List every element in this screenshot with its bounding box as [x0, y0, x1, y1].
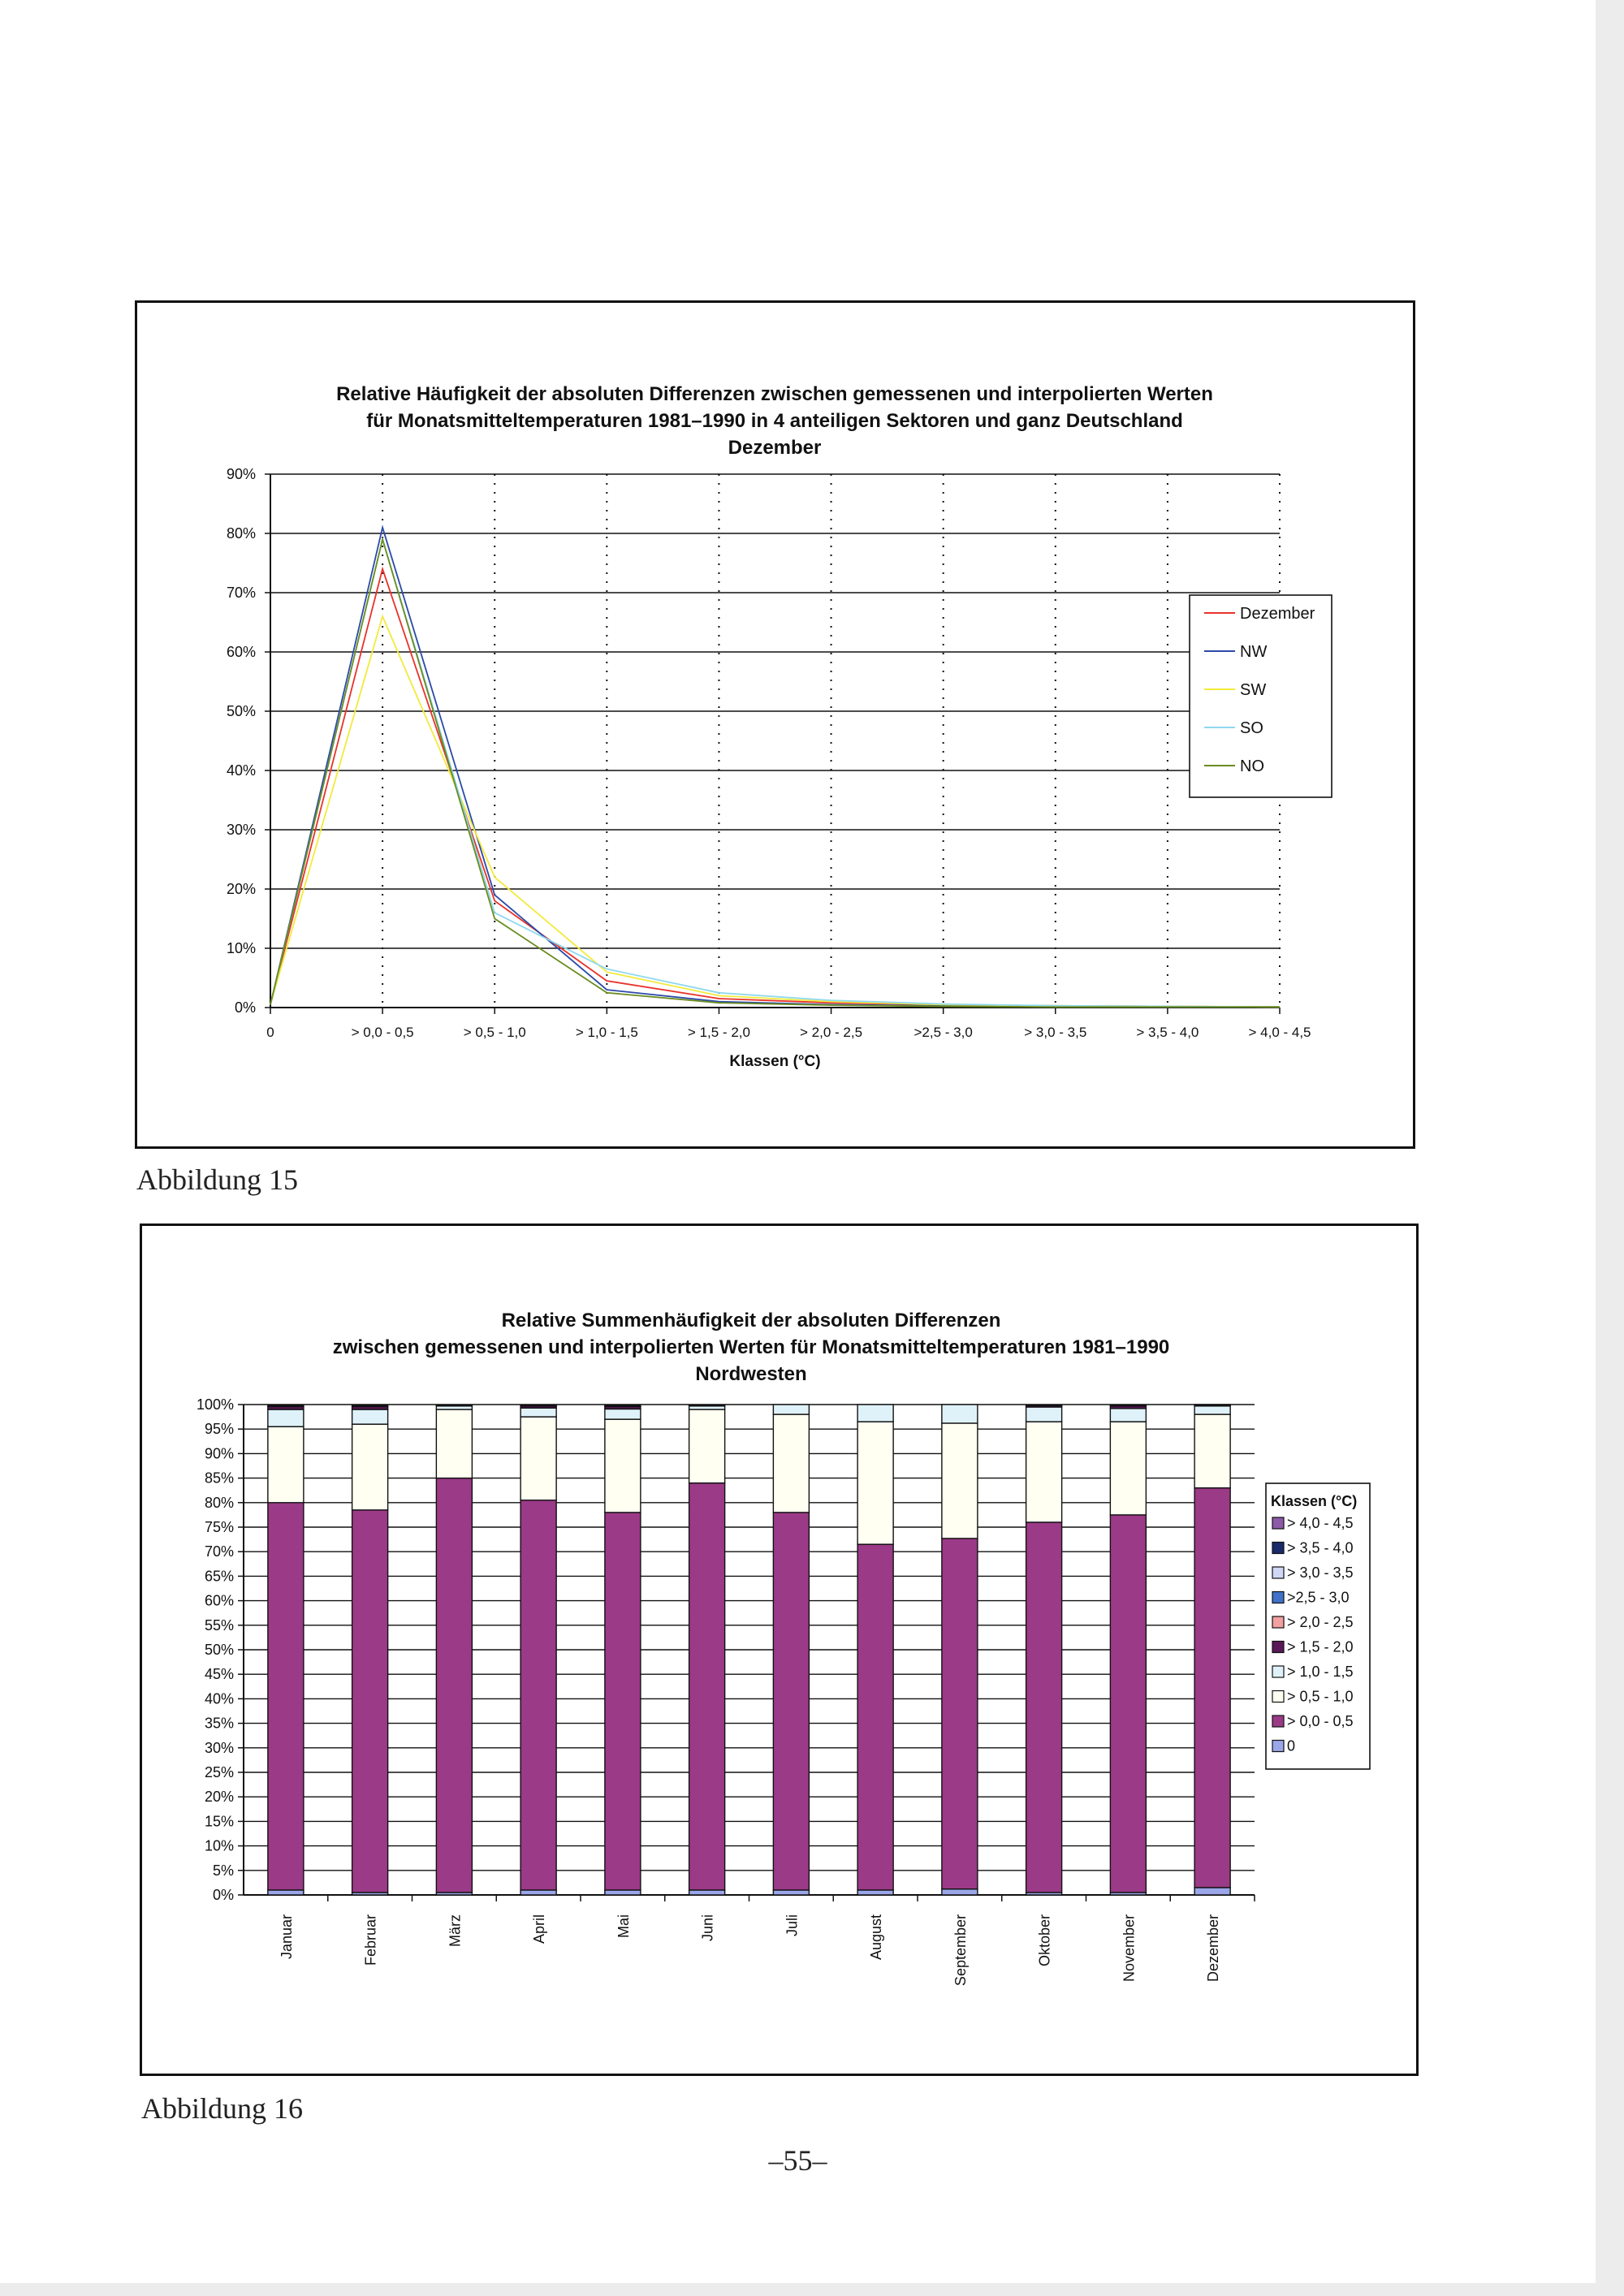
y-tick-label: 15%	[204, 1813, 234, 1830]
legend-label: > 1,0 - 1,5	[1287, 1664, 1354, 1680]
bar-segment	[605, 1409, 641, 1419]
legend-swatch	[1272, 1567, 1284, 1578]
figure-15-frame	[135, 300, 1415, 1149]
x-tick-label: >2,5 - 3,0	[914, 1025, 973, 1040]
y-tick-label: 25%	[204, 1764, 234, 1780]
y-tick-label: 45%	[204, 1666, 234, 1683]
bar-segment	[942, 1539, 978, 1889]
legend-label: > 4,0 - 4,5	[1287, 1515, 1354, 1531]
bar-segment	[520, 1417, 556, 1500]
bar-segment	[352, 1409, 388, 1424]
x-tick-label: > 4,0 - 4,5	[1248, 1025, 1311, 1040]
y-tick-label: 80%	[204, 1494, 234, 1511]
legend-label: NO	[1240, 757, 1264, 775]
legend-label: > 3,0 - 3,5	[1287, 1564, 1354, 1581]
legend-swatch	[1272, 1616, 1284, 1628]
legend-swatch	[1272, 1716, 1284, 1727]
bar-segment	[352, 1424, 388, 1510]
legend-swatch	[1272, 1642, 1284, 1653]
legend-swatch	[1272, 1517, 1284, 1529]
x-tick-label: > 3,5 - 4,0	[1136, 1025, 1199, 1040]
y-tick-label: 80%	[226, 525, 256, 542]
x-tick-label: Januar	[278, 1914, 295, 1960]
x-tick-label: Februar	[362, 1914, 379, 1966]
figure-15-caption: Abbildung 15	[136, 1163, 299, 1196]
legend-label: SW	[1240, 681, 1267, 699]
legend-swatch	[1272, 1543, 1284, 1554]
bar-segment	[1026, 1522, 1062, 1892]
bar-segment	[857, 1890, 893, 1895]
bar-segment	[268, 1503, 304, 1890]
bar-segment	[520, 1405, 556, 1406]
legend-label: SO	[1240, 719, 1263, 737]
y-tick-label: 35%	[204, 1715, 234, 1732]
bar-segment	[352, 1510, 388, 1892]
line-chart	[137, 303, 1413, 1146]
y-tick-label: 55%	[204, 1616, 234, 1634]
bar-segment	[773, 1405, 809, 1414]
bar-segment	[1110, 1515, 1146, 1892]
bar-segment	[268, 1405, 304, 1406]
bar-segment	[1110, 1405, 1146, 1406]
legend-label: Dezember	[1240, 605, 1315, 623]
y-tick-label: 95%	[204, 1421, 234, 1438]
legend-swatch	[1272, 1592, 1284, 1603]
legend-title: Klassen (°C)	[1271, 1493, 1358, 1509]
bar-segment	[268, 1426, 304, 1503]
x-tick-label: > 1,0 - 1,5	[575, 1025, 638, 1040]
legend-label: 0	[1287, 1737, 1296, 1754]
bar-segment	[857, 1422, 893, 1544]
bar-segment	[773, 1414, 809, 1513]
y-tick-label: 100%	[196, 1396, 234, 1413]
bar-segment	[520, 1408, 556, 1417]
y-tick-label: 40%	[204, 1690, 234, 1707]
x-tick-label: August	[868, 1914, 885, 1961]
bar-segment	[605, 1405, 641, 1406]
series-line-so	[270, 539, 1280, 1007]
y-tick-label: 5%	[212, 1862, 234, 1879]
figure-16-frame	[140, 1224, 1419, 2076]
x-tick-label: November	[1121, 1914, 1138, 1983]
bar-segment	[942, 1889, 978, 1895]
bar-segment	[520, 1500, 556, 1890]
y-tick-label: 10%	[204, 1837, 234, 1854]
x-tick-label: September	[952, 1914, 969, 1987]
y-tick-label: 60%	[226, 644, 256, 660]
bar-segment	[773, 1890, 809, 1895]
legend-swatch	[1272, 1691, 1284, 1703]
legend-label: > 1,5 - 2,0	[1287, 1638, 1354, 1655]
legend-label: >2,5 - 3,0	[1287, 1589, 1350, 1606]
bar-segment	[1110, 1409, 1146, 1422]
x-tick-label: > 2,0 - 2,5	[800, 1025, 863, 1040]
series-line-dezember	[270, 569, 1280, 1008]
x-tick-label: Juni	[699, 1914, 716, 1942]
y-tick-label: 75%	[204, 1519, 234, 1535]
bar-segment	[268, 1409, 304, 1426]
y-tick-label: 0%	[212, 1887, 234, 1903]
x-tick-label: Juli	[784, 1914, 801, 1937]
y-tick-label: 50%	[204, 1642, 234, 1658]
legend-label: > 0,5 - 1,0	[1287, 1688, 1354, 1705]
bar-segment	[689, 1409, 725, 1483]
bar-segment	[1194, 1888, 1230, 1895]
bar-segment	[1194, 1488, 1230, 1888]
y-tick-label: 40%	[226, 762, 256, 779]
bar-segment	[268, 1890, 304, 1895]
y-tick-label: 85%	[204, 1470, 234, 1487]
x-tick-label: > 0,5 - 1,0	[463, 1025, 526, 1040]
bar-segment	[689, 1890, 725, 1895]
x-tick-label: > 1,5 - 2,0	[687, 1025, 750, 1040]
y-tick-label: 65%	[204, 1568, 234, 1585]
y-tick-label: 50%	[226, 703, 256, 719]
x-tick-label: 0	[266, 1025, 274, 1040]
page-number: –55–	[768, 2144, 827, 2177]
legend-swatch	[1272, 1741, 1284, 1752]
y-tick-label: 20%	[204, 1789, 234, 1806]
bar-segment	[436, 1409, 472, 1478]
y-tick-label: 90%	[204, 1445, 234, 1462]
x-tick-label: April	[531, 1914, 548, 1944]
y-tick-label: 20%	[226, 881, 256, 897]
x-axis-label: Klassen (°C)	[729, 1053, 821, 1070]
figure-16-caption: Abbildung 16	[141, 2092, 304, 2125]
series-line-nw	[270, 528, 1280, 1008]
legend-swatch	[1272, 1666, 1284, 1677]
bar-segment	[520, 1890, 556, 1895]
bar-segment	[1194, 1414, 1230, 1488]
bar-segment	[1026, 1422, 1062, 1522]
x-tick-label: März	[447, 1914, 464, 1947]
chart-title-line-1: Relative Häufigkeit der absoluten Differenzen zwischen gemessenen und interpolierten Werten	[336, 383, 1213, 405]
legend-label: NW	[1240, 643, 1268, 661]
bar-segment	[857, 1405, 893, 1422]
bar-segment	[605, 1513, 641, 1890]
y-tick-label: 60%	[204, 1592, 234, 1609]
x-tick-label: Mai	[615, 1914, 632, 1939]
bar-segment	[773, 1513, 809, 1890]
bar-segment	[1194, 1406, 1230, 1414]
legend-label: > 0,0 - 0,5	[1287, 1713, 1354, 1729]
y-tick-label: 70%	[226, 585, 256, 601]
y-tick-label: 90%	[226, 466, 256, 482]
chart-title-line-3: Dezember	[728, 437, 822, 459]
bar-segment	[436, 1478, 472, 1892]
bar-segment	[605, 1419, 641, 1513]
bar-segment	[942, 1423, 978, 1539]
series-line-no	[270, 539, 1280, 1007]
y-tick-label: 10%	[226, 940, 256, 956]
legend-label: > 3,5 - 4,0	[1287, 1539, 1354, 1556]
chart-title-line-1: Relative Summenhäufigkeit der absoluten Differenzen	[501, 1310, 1001, 1331]
x-tick-label: Dezember	[1205, 1914, 1222, 1983]
bar-segment	[605, 1890, 641, 1895]
x-tick-label: Oktober	[1036, 1914, 1053, 1967]
chart-title-line-2: zwischen gemessenen und interpolierten Werten für Monatsmitteltemperaturen 1981–1990	[332, 1336, 1170, 1358]
bar-segment	[689, 1483, 725, 1890]
y-tick-label: 0%	[234, 999, 256, 1016]
y-tick-label: 30%	[204, 1739, 234, 1756]
bar-segment	[857, 1544, 893, 1890]
y-tick-label: 30%	[226, 822, 256, 838]
bar-segment	[1026, 1407, 1062, 1422]
bar-segment	[352, 1405, 388, 1406]
bar-segment	[942, 1405, 978, 1423]
bar-segment	[1110, 1422, 1146, 1515]
x-tick-label: > 3,0 - 3,5	[1024, 1025, 1087, 1040]
legend-label: > 2,0 - 2,5	[1287, 1614, 1354, 1630]
x-tick-label: > 0,0 - 0,5	[351, 1025, 414, 1040]
chart-title-line-2: für Monatsmitteltemperaturen 1981–1990 in 4 anteiligen Sektoren und ganz Deutschland	[366, 410, 1183, 432]
y-tick-label: 70%	[204, 1543, 234, 1560]
stacked-bar-chart	[142, 1226, 1416, 2074]
chart-title-line-3: Nordwesten	[695, 1363, 807, 1385]
